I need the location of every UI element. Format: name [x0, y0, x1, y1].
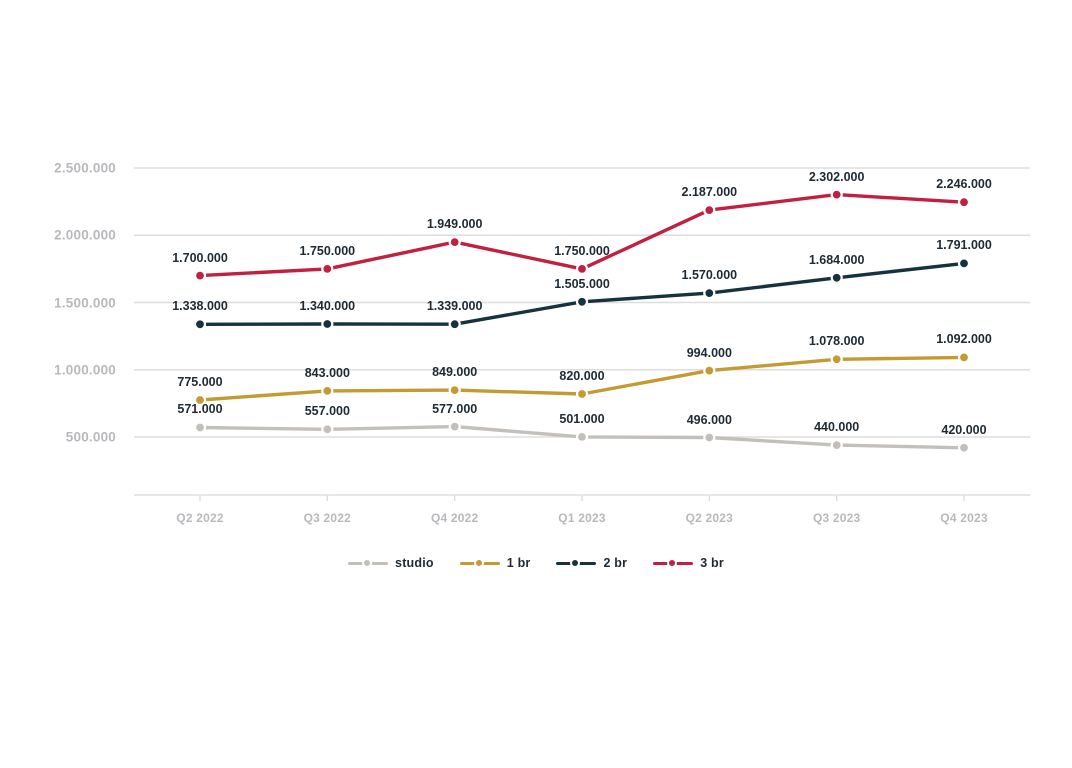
data-point[interactable] [832, 440, 842, 450]
data-point[interactable] [450, 385, 460, 395]
data-point[interactable] [195, 319, 205, 329]
point-value-label: 2.246.000 [936, 177, 992, 192]
point-value-label: 1.750.000 [299, 243, 356, 258]
point-value-label: 775.000 [177, 375, 223, 389]
point-value-label: 1.338.000 [172, 299, 228, 314]
y-tick-label: 1.000.000 [54, 362, 116, 378]
legend-swatch-icon [348, 557, 388, 569]
data-point[interactable] [959, 258, 969, 268]
legend-item[interactable] [556, 556, 627, 570]
point-value-label: 557.000 [304, 404, 350, 419]
x-tick-label: Q4 2023 [940, 511, 988, 525]
data-point[interactable] [450, 422, 460, 432]
y-tick-label: 500.000 [65, 429, 116, 445]
legend-label: 2 br [603, 556, 628, 570]
legend-label: studio [395, 556, 434, 570]
point-value-label: 820.000 [559, 368, 605, 383]
data-point[interactable] [577, 432, 587, 442]
point-value-label: 1.684.000 [808, 252, 865, 267]
data-point[interactable] [577, 297, 587, 307]
legend-item[interactable] [460, 556, 531, 570]
point-value-label: 843.000 [304, 365, 350, 380]
data-point[interactable] [322, 319, 332, 329]
data-point[interactable] [577, 389, 587, 399]
data-point[interactable] [322, 386, 332, 396]
data-point[interactable] [959, 443, 969, 453]
point-value-label: 501.000 [559, 411, 605, 426]
point-value-label: 994.000 [686, 345, 732, 360]
data-point[interactable] [450, 319, 460, 329]
data-point[interactable] [959, 352, 969, 362]
data-point[interactable] [959, 197, 969, 207]
data-point[interactable] [322, 264, 332, 274]
legend-label: 1 br [506, 556, 531, 570]
legend-swatch-icon [460, 557, 500, 569]
data-point[interactable] [450, 237, 460, 247]
point-value-label: 1.700.000 [172, 250, 228, 265]
data-point[interactable] [704, 433, 714, 443]
data-point[interactable] [832, 273, 842, 283]
data-point[interactable] [704, 288, 714, 298]
x-tick-label: Q1 2023 [558, 511, 606, 525]
data-point[interactable] [195, 423, 205, 433]
point-value-label: 1.339.000 [426, 299, 483, 314]
data-point[interactable] [195, 271, 205, 281]
legend-label: 3 br [700, 556, 724, 570]
data-point[interactable] [704, 366, 714, 376]
point-value-label: 1.092.000 [936, 332, 992, 347]
point-value-label: 1.949.000 [426, 217, 483, 232]
point-value-label: 571.000 [177, 402, 223, 417]
point-value-label: 1.791.000 [936, 238, 992, 253]
point-value-label: 440.000 [814, 420, 860, 435]
y-tick-label: 1.500.000 [54, 295, 116, 310]
data-point[interactable] [832, 190, 842, 200]
point-value-label: 1.505.000 [554, 276, 610, 291]
data-point[interactable] [577, 264, 587, 274]
chart-legend [0, 556, 1072, 570]
y-tick-label: 2.500.000 [54, 160, 116, 176]
y-tick-label: 2.000.000 [54, 227, 116, 243]
data-point[interactable] [704, 205, 714, 215]
data-point[interactable] [322, 424, 332, 434]
point-value-label: 1.340.000 [299, 299, 356, 314]
point-value-label: 2.302.000 [808, 169, 865, 184]
point-value-label: 1.750.000 [554, 243, 610, 258]
legend-item[interactable] [653, 556, 724, 570]
point-value-label: 1.078.000 [808, 334, 865, 349]
point-value-label: 577.000 [432, 401, 478, 416]
legend-swatch-icon [653, 557, 693, 569]
x-tick-label: Q3 2022 [303, 511, 352, 525]
x-tick-label: Q4 2022 [430, 511, 479, 525]
point-value-label: 1.570.000 [681, 268, 738, 283]
data-point[interactable] [832, 354, 842, 364]
legend-item[interactable] [348, 556, 434, 570]
point-value-label: 849.000 [432, 365, 478, 380]
point-value-label: 496.000 [686, 412, 732, 427]
x-tick-label: Q3 2023 [812, 511, 861, 525]
point-value-label: 420.000 [941, 422, 987, 437]
x-tick-label: Q2 2023 [685, 511, 734, 525]
legend-swatch-icon [556, 557, 596, 569]
x-tick-label: Q2 2022 [176, 511, 224, 525]
point-value-label: 2.187.000 [681, 185, 738, 200]
